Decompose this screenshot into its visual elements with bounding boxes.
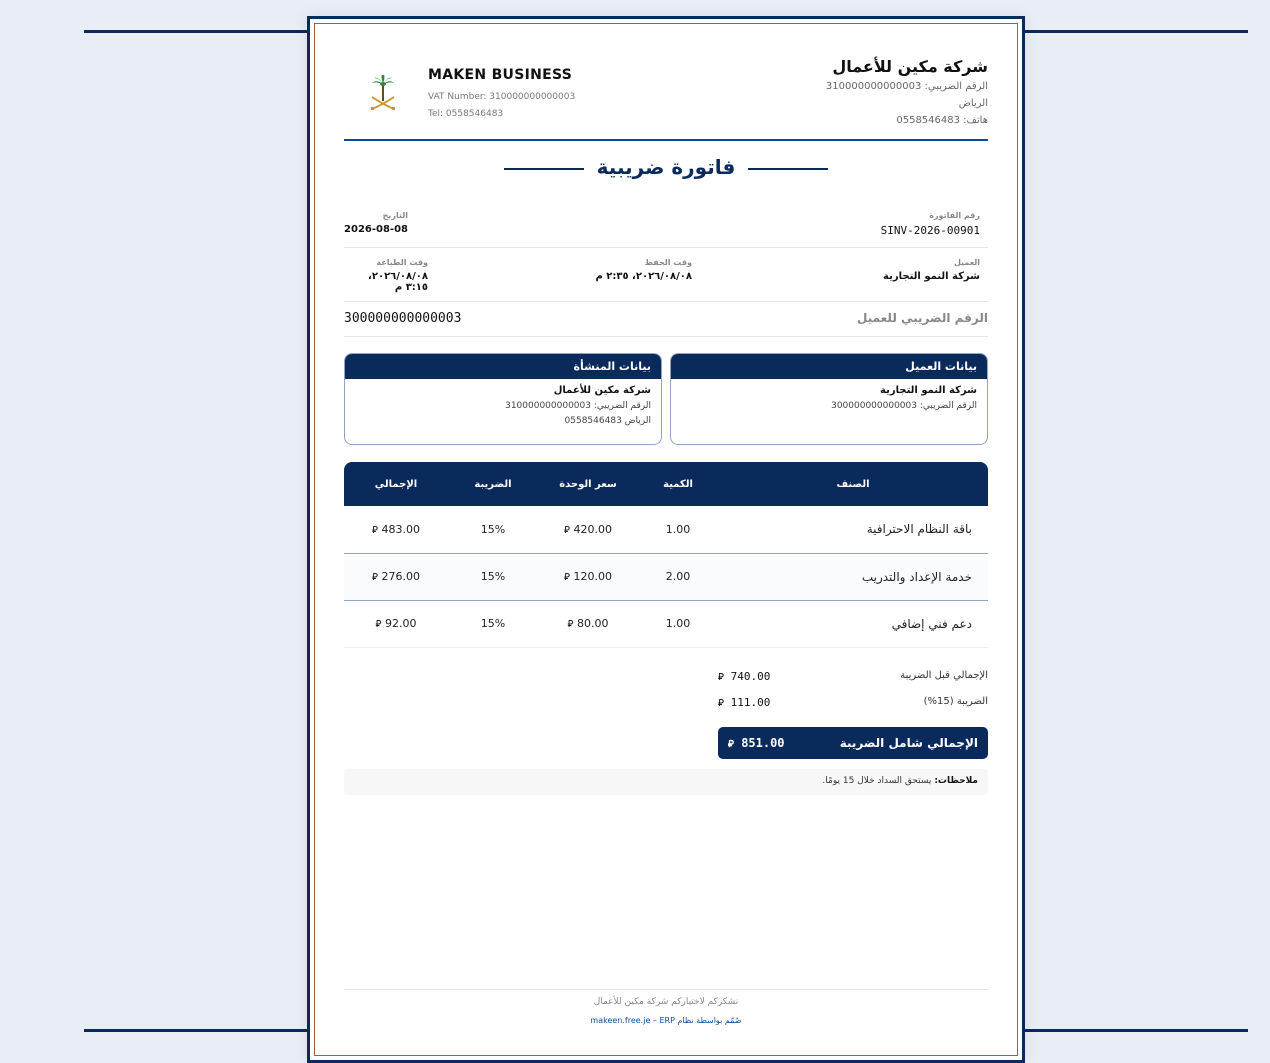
item-qty: 1.00	[638, 506, 718, 553]
item-price: ⃁ 420.00	[538, 506, 638, 553]
customer-vat-row	[344, 302, 988, 337]
customer-vat-label: الرقم الضريبي للعميل	[857, 311, 988, 325]
grand-total-label: الإجمالي شامل الضريبة	[839, 735, 978, 750]
riyal-icon: ⃁	[728, 738, 734, 750]
item-tax: 15%	[448, 553, 538, 600]
company-card-header: بيانات المنشأة	[345, 354, 661, 379]
item-name: باقة النظام الاحترافية	[718, 506, 988, 553]
subtotal-row	[718, 668, 988, 694]
company-card-address: الرياض 0558546483	[564, 416, 651, 426]
item-price: ⃁ 120.00	[538, 553, 638, 600]
invoice-page	[307, 16, 1025, 1063]
item-total: ⃁ 276.00	[344, 553, 448, 600]
company-card-vat: الرقم الضريبي: 310000000000003	[505, 401, 651, 411]
table-row	[344, 553, 988, 600]
company-vat-ar: الرقم الضريبي: 310000000000003	[825, 81, 988, 92]
item-qty: 2.00	[638, 553, 718, 600]
company-card-name: شركة مكين للأعمال	[553, 385, 651, 396]
item-tax: 15%	[448, 600, 538, 647]
title-row	[344, 141, 988, 201]
company-name-en: MAKEN BUSINESS	[428, 67, 573, 83]
riyal-icon: ⃁	[718, 671, 724, 683]
item-name: دعم فني إضافي	[718, 600, 988, 647]
riyal-icon: ⃁	[372, 572, 378, 583]
invoice-date-label: التاريخ	[382, 211, 408, 220]
riyal-icon: ⃁	[564, 524, 570, 536]
meta-row-customer	[344, 248, 988, 302]
footer-thanks: نشكركم لاختياركم شركة مكين للأعمال	[593, 997, 739, 1007]
company-vat-en: VAT Number: 310000000000003	[428, 92, 576, 102]
customer-card-vat: الرقم الضريبي: 300000000000003	[831, 401, 977, 411]
riyal-icon: ⃁	[718, 697, 724, 709]
company-card	[344, 353, 662, 445]
items-table	[344, 462, 988, 648]
invoice-footer	[344, 989, 988, 1025]
company-info-en	[428, 67, 575, 119]
company-info-ar	[826, 57, 988, 127]
items-table-header	[344, 462, 988, 506]
invoice-number-field	[881, 211, 980, 237]
column-header-qty: الكمية	[638, 462, 718, 506]
item-tax: 15%	[448, 506, 538, 553]
tax-label: الضريبة (15%)	[923, 695, 988, 707]
riyal-icon: ⃁	[564, 572, 570, 583]
item-total: ⃁ 92.00	[344, 600, 448, 647]
company-name-ar: شركة مكين للأعمال	[832, 57, 988, 76]
riyal-icon: ⃁	[372, 524, 378, 536]
customer-vat-value: 300000000000003	[344, 311, 462, 326]
invoice-title: فاتورة ضريبية	[596, 155, 736, 179]
table-row	[344, 506, 988, 553]
grand-total-row	[718, 727, 988, 759]
item-name: خدمة الإعداد والتدريب	[718, 553, 988, 600]
company-phone-ar: هاتف: 0558546483	[896, 115, 988, 126]
customer-card	[670, 353, 988, 445]
invoice-header	[344, 19, 988, 141]
notes-label: ملاحظات:	[934, 775, 978, 786]
saudi-emblem-icon	[368, 75, 398, 115]
tax-row	[718, 694, 988, 720]
riyal-icon: ⃁	[567, 619, 574, 630]
invoice-number-value: SINV-2026-00901	[880, 224, 980, 237]
notes-box	[344, 769, 988, 795]
meta-row-invoice	[344, 201, 988, 248]
customer-label: العميل	[953, 258, 980, 267]
saved-time-value: ٢٠٢٦/٠٨/٠٨، ٢:٣٥ م	[595, 271, 692, 282]
invoice-number-label: رقم الفاتورة	[929, 211, 980, 220]
grand-total-value: ⃁ 851.00	[728, 735, 785, 750]
customer-value: شركة النمو التجارية	[883, 271, 980, 282]
customer-card-name: شركة النمو التجارية	[880, 385, 977, 396]
table-row	[344, 600, 988, 647]
footer-powered-by: صُمّم بواسطة نظام makeen.free.je – ERP	[590, 1016, 742, 1025]
printed-time-field	[344, 258, 428, 293]
customer-field	[883, 258, 980, 282]
riyal-icon: ⃁	[375, 619, 382, 630]
invoice-date-value: 2026-08-08	[344, 224, 408, 235]
printed-time-label: وقت الطباعة	[376, 258, 428, 267]
subtotal-value: ⃁ 740.00	[718, 669, 771, 683]
item-price: ⃁ 80.00	[538, 600, 638, 647]
saved-time-label: وقت الحفظ	[644, 258, 692, 267]
party-cards	[344, 353, 988, 445]
printed-time-value: ٢٠٢٦/٠٨/٠٨، ٣:١٥ م	[368, 271, 428, 293]
saved-time-field	[595, 258, 692, 282]
company-city-ar: الرياض	[958, 98, 988, 109]
item-qty: 1.00	[638, 600, 718, 647]
totals-block	[718, 668, 988, 759]
item-total: ⃁ 483.00	[344, 506, 448, 553]
company-phone-en: Tel: 0558546483	[428, 109, 504, 119]
column-header-price: سعر الوحدة	[538, 462, 638, 506]
subtotal-label: الإجمالي قبل الضريبة	[900, 669, 988, 681]
invoice-content	[344, 19, 988, 1025]
invoice-date-field	[344, 211, 408, 235]
column-header-item: الصنف	[718, 462, 988, 506]
title-divider-left	[504, 168, 584, 170]
customer-card-header: بيانات العميل	[671, 354, 987, 379]
column-header-tax: الضريبة	[448, 462, 538, 506]
notes-text: يستحق السداد خلال 15 يومًا.	[822, 775, 935, 786]
tax-value: ⃁ 111.00	[718, 695, 771, 709]
column-header-total: الإجمالي	[344, 462, 448, 506]
